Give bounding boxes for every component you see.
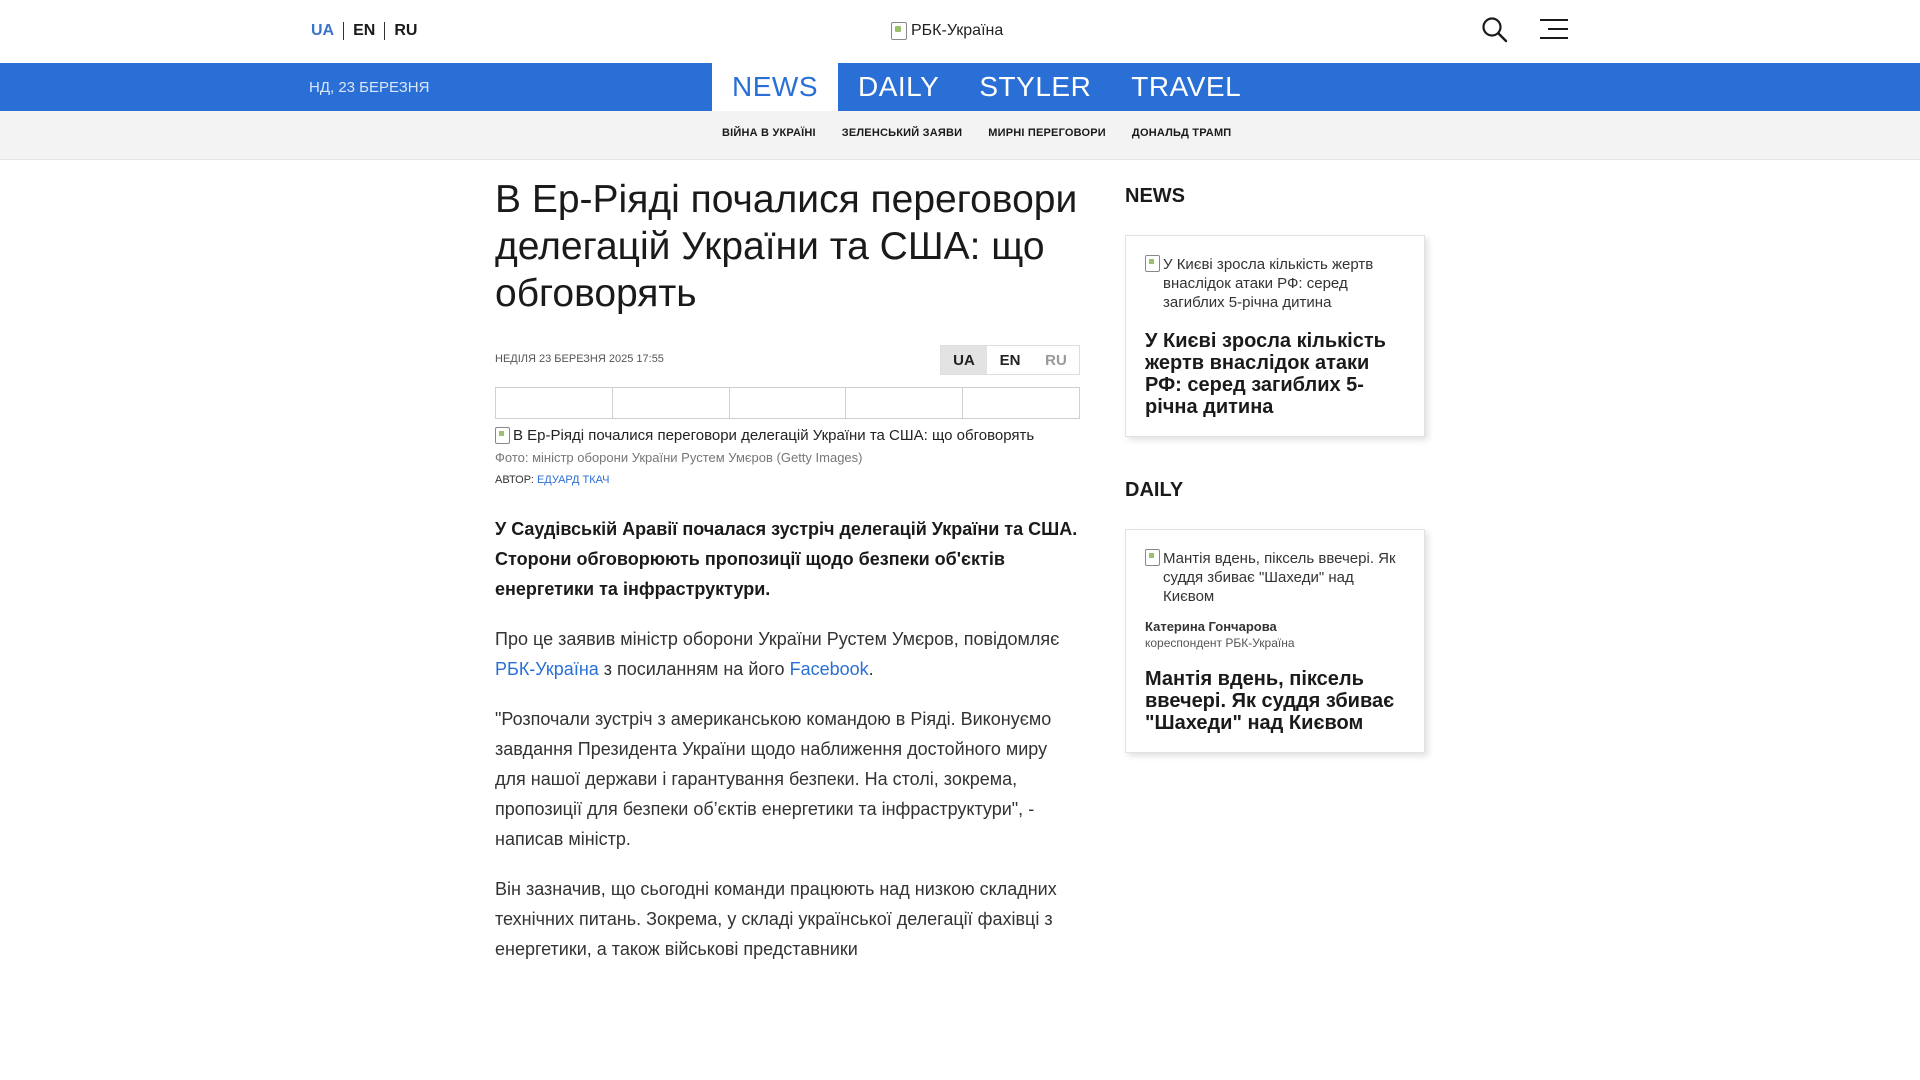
photo-caption: Фото: міністр оборони України Рустем Умєров (Getty Images)	[495, 450, 863, 465]
divider	[343, 22, 344, 40]
search-icon[interactable]	[1481, 16, 1509, 44]
paragraph-text: Про це заявив міністр оборони України Рустем Умєров, повідомляє	[495, 629, 1060, 649]
language-switcher	[311, 22, 417, 40]
daily-card-title[interactable]: Мантія вдень, піксель ввечері. Як суддя збиває "Шахеди" над Києвом	[1145, 668, 1395, 734]
broken-image-icon	[1145, 255, 1160, 272]
article-lead: У Саудівській Аравії почалася зустріч делегацій України та США. Сторони обговорюють пропозиції щодо безпеки об'єктів енергетики та інфраструктури.	[495, 519, 1078, 599]
news-card[interactable]	[1125, 235, 1425, 437]
image-alt-text: Мантія вдень, піксель ввечері. Як суддя збиває "Шахеди" над Києвом	[1163, 550, 1396, 605]
daily-block	[1125, 479, 1425, 753]
share-button[interactable]	[496, 388, 613, 418]
logo-alt-text: РБК-Україна	[911, 22, 1004, 39]
lang-ru-link[interactable]: RU	[394, 22, 418, 39]
daily-card-author: Катерина Гончарова	[1145, 619, 1277, 634]
article-meta	[495, 345, 1080, 375]
site-logo[interactable]	[891, 22, 1003, 40]
top-header	[0, 0, 1920, 63]
share-buttons	[495, 387, 1080, 419]
section-nav-bar	[0, 63, 1920, 111]
lang-en-link[interactable]: EN	[353, 22, 376, 39]
facebook-link[interactable]: Facebook	[789, 659, 869, 679]
publish-date: НЕДІЛЯ 23 БЕРЕЗНЯ 2025 17:55	[495, 353, 664, 365]
current-date: НД, 23 БЕРЕЗНЯ	[309, 79, 430, 96]
author-link[interactable]: ЕДУАРД ТКАЧ	[536, 474, 610, 486]
broken-image-icon	[1145, 549, 1160, 566]
tab-daily[interactable]: DAILY	[858, 71, 940, 102]
hamburger-menu-icon[interactable]	[1540, 19, 1568, 41]
daily-card[interactable]	[1125, 529, 1425, 753]
divider	[384, 22, 385, 40]
tab-travel[interactable]: TRAVEL	[1131, 71, 1242, 102]
article-lang-ua[interactable]: UA	[941, 346, 987, 374]
sidebar	[1125, 185, 1425, 753]
news-card-title[interactable]: У Києві зросла кількість жертв внаслідок атаки РФ: серед загиблих 5-річна дитина	[1145, 330, 1386, 418]
share-button[interactable]	[846, 388, 963, 418]
article-language-switcher	[940, 345, 1080, 375]
article-lang-ru: RU	[1045, 351, 1067, 369]
tab-styler[interactable]: STYLER	[979, 71, 1092, 102]
tag-zelensky-statements[interactable]: ЗЕЛЕНСЬКИЙ ЗАЯВИ	[841, 127, 963, 139]
rbc-ukraine-link[interactable]: РБК-Україна	[495, 659, 599, 679]
article-paragraph: Він зазначив, що сьогодні команди працюють над низкою складних технічних питань. Зокрема, у складі української делегації фахівці з енергетики, а також військові представники	[495, 879, 1057, 959]
lang-ua-link[interactable]: UA	[311, 22, 335, 39]
daily-card-image	[1145, 549, 1405, 606]
article-main-image	[495, 427, 1080, 444]
article-lang-en[interactable]: EN	[999, 351, 1021, 369]
news-card-image	[1145, 255, 1405, 312]
share-button[interactable]	[963, 388, 1079, 418]
article-paragraph	[495, 624, 1080, 684]
broken-image-icon	[891, 22, 907, 40]
article	[495, 176, 1080, 964]
news-heading: NEWS	[1125, 185, 1185, 207]
daily-card-author-role: кореспондент РБК-Україна	[1145, 636, 1295, 650]
tag-war-in-ukraine[interactable]: ВІЙНА В УКРАЇНІ	[722, 127, 816, 139]
share-button[interactable]	[613, 388, 730, 418]
article-author	[495, 474, 1080, 486]
image-alt-text: У Києві зросла кількість жертв внаслідок атаки РФ: серед загиблих 5-річна дитина	[1163, 256, 1374, 311]
tag-peace-talks[interactable]: МИРНІ ПЕРЕГОВОРИ	[988, 127, 1106, 139]
tab-news[interactable]: NEWS	[712, 63, 838, 111]
article-paragraph: "Розпочали зустріч з американською командою в Ріяді. Виконуємо завдання Президента України щодо наближення достойного миру для нашої держави і гарантування безпеки. На столі, зокрема, пропозиції для безпеки об’єктів енергетики та інфраструктури", - написав міністр.	[495, 709, 1052, 849]
topic-tags	[722, 127, 1231, 139]
paragraph-text: з посиланням на його	[598, 659, 790, 679]
share-button[interactable]	[730, 388, 847, 418]
image-alt-text: В Ер-Ріяді почалися переговори делегацій України та США: що обговорять	[513, 427, 1035, 444]
article-title: В Ер-Ріяді почалися переговори делегацій України та США: що обговорять	[495, 178, 1078, 315]
tag-donald-trump[interactable]: ДОНАЛЬД ТРАМП	[1131, 127, 1232, 139]
tags-bar	[0, 111, 1920, 160]
daily-heading: DAILY	[1125, 479, 1184, 501]
paragraph-text: .	[868, 659, 874, 679]
author-label: АВТОР:	[495, 474, 534, 486]
broken-image-icon	[495, 427, 510, 444]
section-tabs	[712, 63, 1261, 111]
